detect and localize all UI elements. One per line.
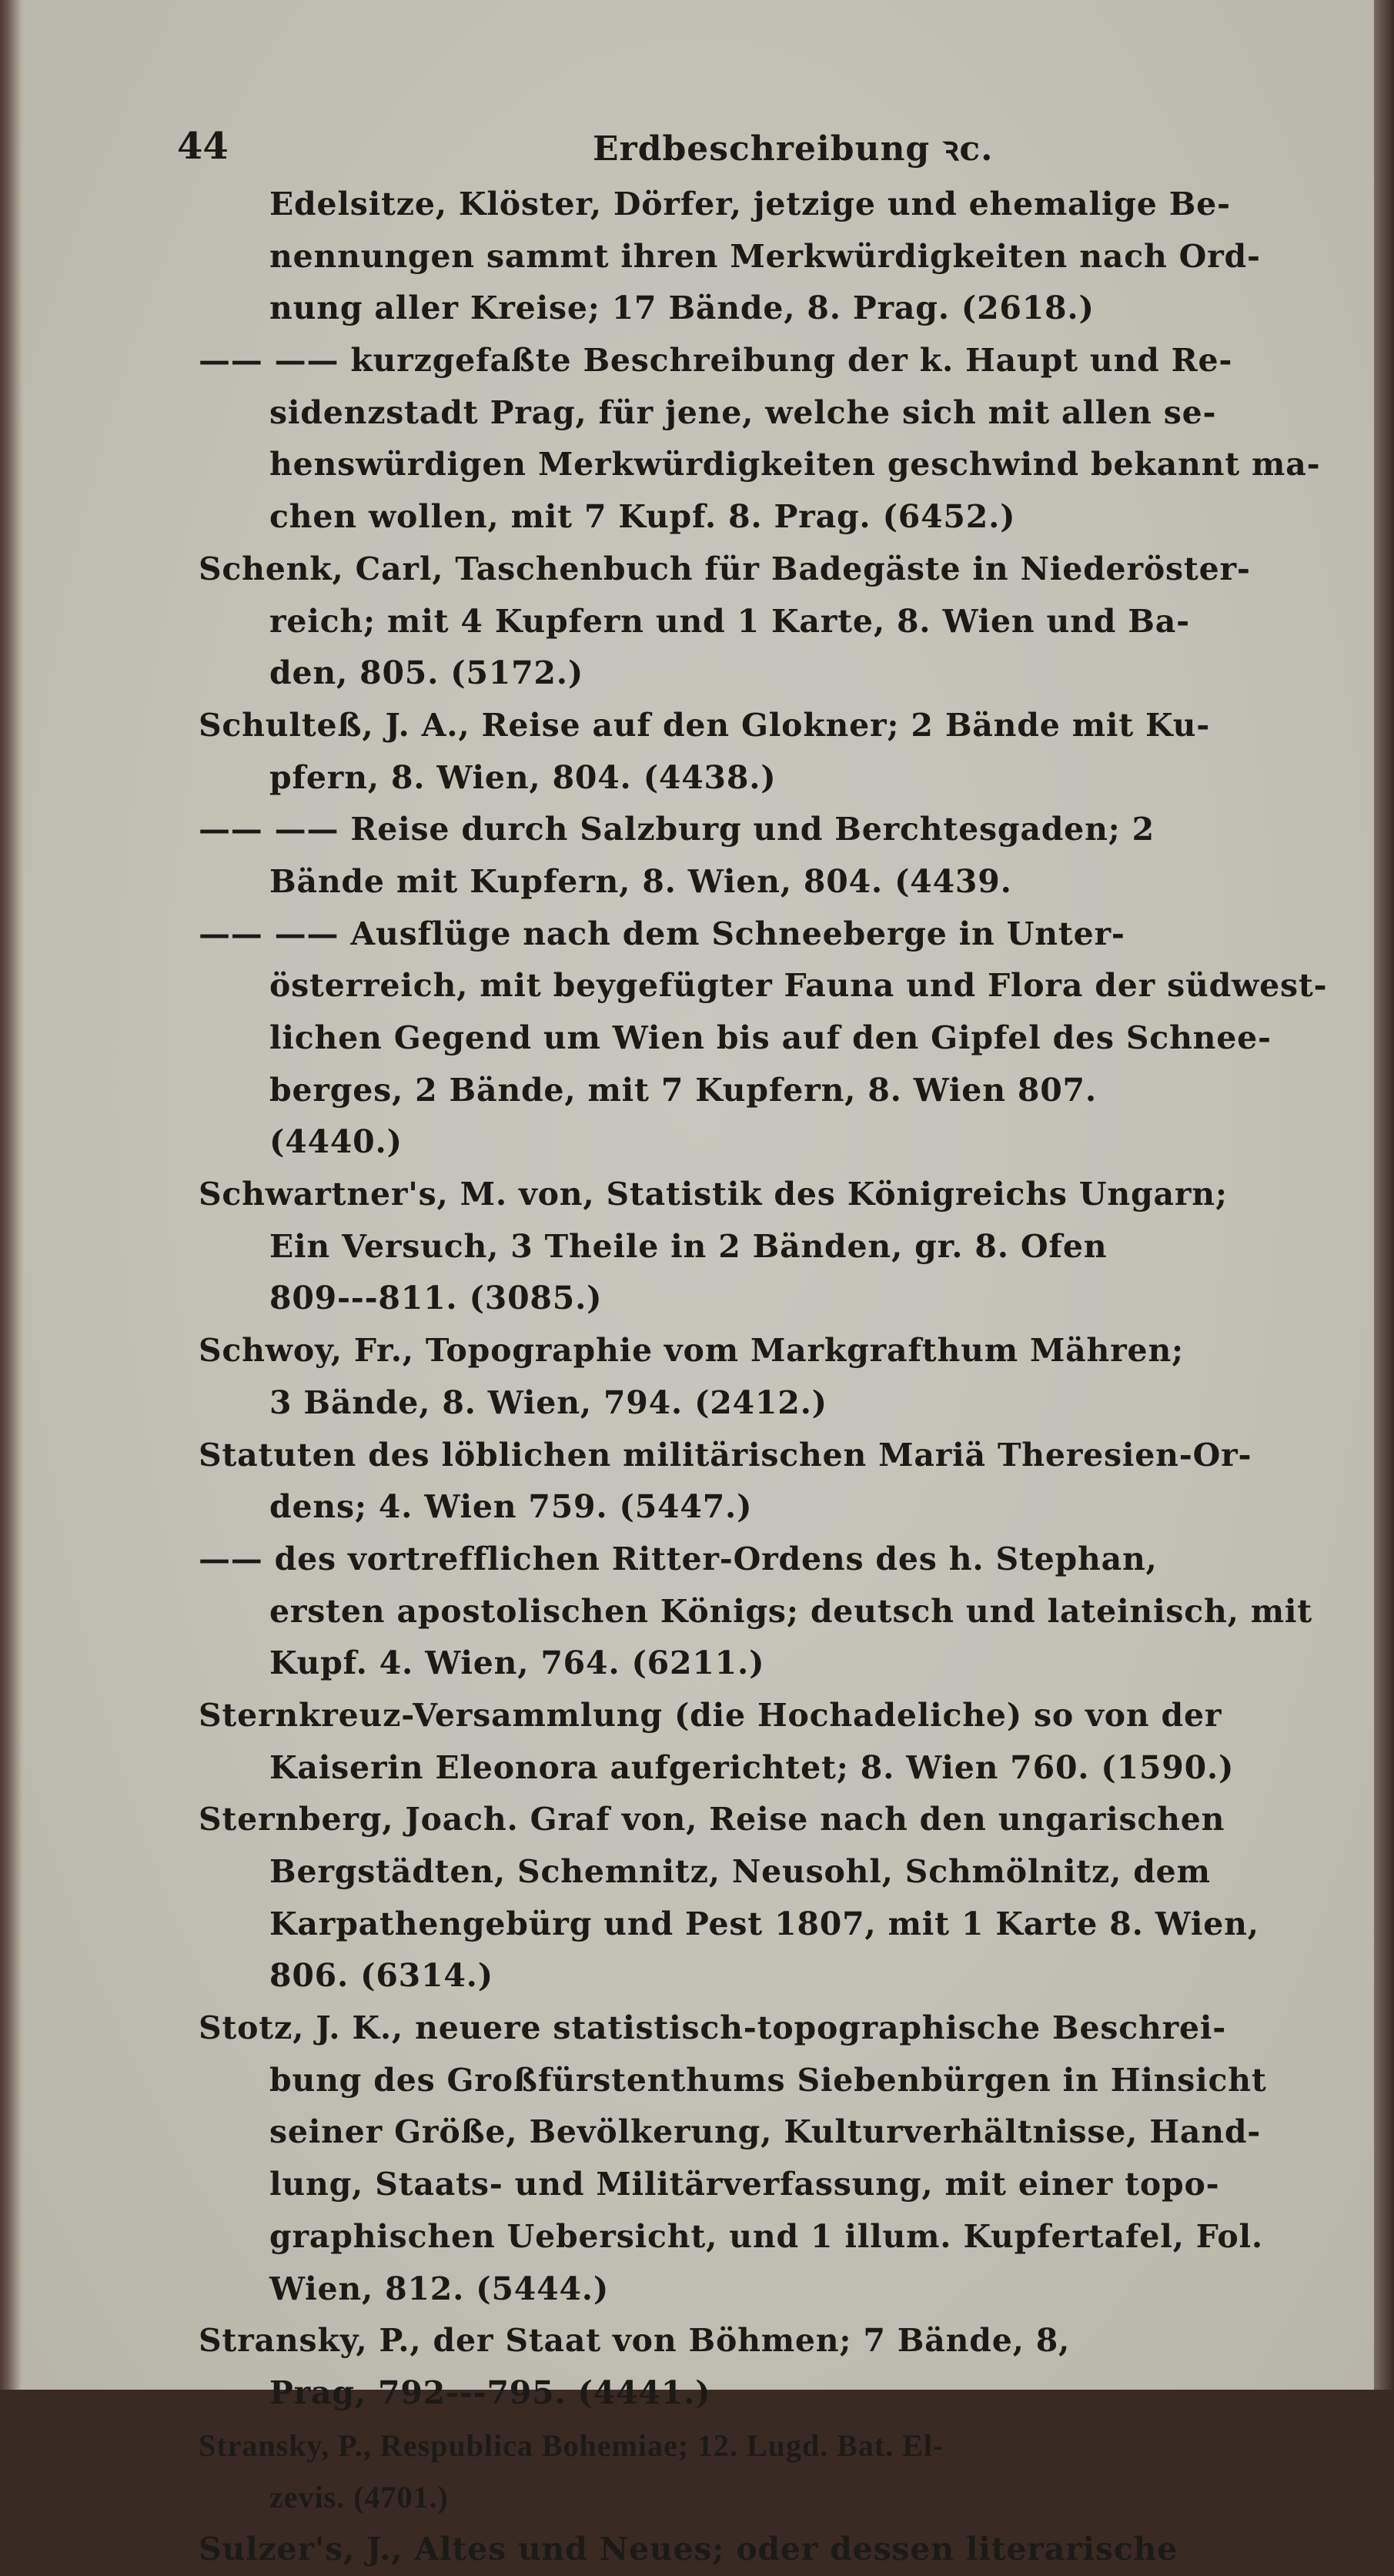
- entry-first-line: Stotz, J. K., neuere statistisch-topographische Beschrei-: [199, 2009, 1227, 2047]
- entry-continuation-line: nung aller Kreise; 17 Bände, 8. Prag. (2618.): [269, 289, 1095, 327]
- page-number: 44: [177, 125, 229, 168]
- entry-continuation-line: 3 Bände, 8. Wien, 794. (2412.): [269, 1383, 827, 1421]
- entry-first-line: Stransky, P., der Staat von Böhmen; 7 Bände, 8,: [199, 2322, 1071, 2360]
- entry-continuation-line: zevis. (4701.): [269, 2480, 449, 2515]
- running-title: Erdbeschreibung ꝛc.: [593, 129, 994, 169]
- entry-continuation-line: Karpathengebürg und Pest 1807, mit 1 Karte 8. Wien,: [269, 1905, 1259, 1942]
- entry-continuation-line: lichen Gegend um Wien bis auf den Gipfel des Schnee-: [269, 1019, 1272, 1056]
- entry-continuation-line: österreich, mit beygefügter Fauna und Flora der südwest-: [269, 967, 1328, 1005]
- entry-continuation-line: bung des Großfürstenthums Siebenbürgen in Hinsicht: [269, 2061, 1267, 2099]
- entry-continuation-line: reich; mit 4 Kupfern und 1 Karte, 8. Wien und Ba-: [269, 602, 1190, 640]
- entry-first-line: Sternberg, Joach. Graf von, Reise nach den ungarischen: [199, 1801, 1225, 1838]
- entry-continuation-line: 809---811. (3085.): [269, 1280, 603, 1317]
- entry-continuation-line: Ein Versuch, 3 Theile in 2 Bänden, gr. 8. Ofen: [269, 1227, 1108, 1265]
- entry-continuation-line: Wien, 812. (5444.): [269, 2270, 610, 2307]
- entry-continuation-line: chen wollen, mit 7 Kupf. 8. Prag. (6452.): [269, 498, 1016, 536]
- entry-continuation-line: Prag, 792---795. (4441.): [269, 2374, 711, 2411]
- entry-continuation-line: sidenzstadt Prag, für jene, welche sich mit allen se-: [269, 393, 1217, 431]
- entry-first-line: Schwoy, Fr., Topographie vom Markgrafthum Mähren;: [199, 1332, 1184, 1370]
- entry-first-line: Schwartner's, M. von, Statistik des Königreichs Ungarn;: [199, 1176, 1228, 1213]
- entry-continuation-line: Edelsitze, Klöster, Dörfer, jetzige und ehemalige Be-: [269, 186, 1231, 222]
- entry-continuation-line: Kupf. 4. Wien, 764. (6211.): [269, 1644, 765, 1682]
- entry-continuation-line: graphischen Uebersicht, und 1 illum. Kupfertafel, Fol.: [269, 2217, 1263, 2255]
- bibliography-text: [199, 179, 1328, 2576]
- entry-first-line: Schenk, Carl, Taschenbuch für Badegäste in Niederöster-: [199, 550, 1251, 587]
- entry-continuation-line: nennungen sammt ihren Merkwürdigkeiten nach Ord-: [269, 237, 1261, 275]
- entry-continuation-line: pfern, 8. Wien, 804. (4438.): [269, 758, 777, 796]
- entry-first-line: Sternkreuz-Versammlung (die Hochadeliche) so von der: [199, 1696, 1222, 1734]
- entry-continuation-line: dens; 4. Wien 759. (5447.): [269, 1488, 753, 1526]
- entry-continuation-line: henswürdigen Merkwürdigkeiten geschwind bekannt ma-: [269, 446, 1321, 483]
- book-page: [23, 0, 1374, 2568]
- entry-continuation-line: seiner Größe, Bevölkerung, Kulturverhältnisse, Hand-: [269, 2113, 1262, 2151]
- entry-continuation-line: 806. (6314.): [269, 1957, 493, 1995]
- entry-first-line: —— —— Ausflüge nach dem Schneeberge in Unter-: [199, 915, 1125, 952]
- entry-continuation-line: lung, Staats- und Militärverfassung, mit einer topo-: [269, 2166, 1220, 2203]
- entry-first-line: Statuten des löblichen militärischen Mariä Theresien-Or-: [199, 1436, 1252, 1474]
- running-head: [177, 123, 1270, 177]
- entry-first-line: —— des vortrefflichen Ritter-Ordens des h. Stephan,: [199, 1540, 1158, 1577]
- entry-continuation-line: ersten apostolischen Königs; deutsch und lateinisch, mit: [269, 1592, 1313, 1630]
- entry-first-line: —— —— Reise durch Salzburg und Berchtesgaden; 2: [199, 811, 1155, 848]
- entry-continuation-line: (4440.): [269, 1123, 403, 1161]
- entry-first-line: —— —— kurzgefaßte Beschreibung der k. Haupt und Re-: [199, 342, 1233, 380]
- entry-first-line: Schulteß, J. A., Reise auf den Glokner; 2 Bände mit Ku-: [199, 706, 1211, 744]
- entry-continuation-line: berges, 2 Bände, mit 7 Kupfern, 8. Wien 807.: [269, 1071, 1097, 1109]
- entry-continuation-line: Bände mit Kupfern, 8. Wien, 804. (4439.: [269, 862, 1012, 900]
- entry-continuation-line: Bergstädten, Schemnitz, Neusohl, Schmölnitz, dem: [269, 1853, 1211, 1890]
- entry-first-line: Sulzer's, J., Altes und Neues; oder dessen literarische: [199, 2530, 1178, 2568]
- entry-continuation-line: den, 805. (5172.): [269, 654, 584, 692]
- entry-continuation-line: Kaiserin Eleonora aufgerichtet; 8. Wien 760. (1590.): [269, 1748, 1235, 1786]
- entry-first-line: Stransky, P., Respublica Bohemiae; 12. Lugd. Bat. El-: [199, 2427, 944, 2463]
